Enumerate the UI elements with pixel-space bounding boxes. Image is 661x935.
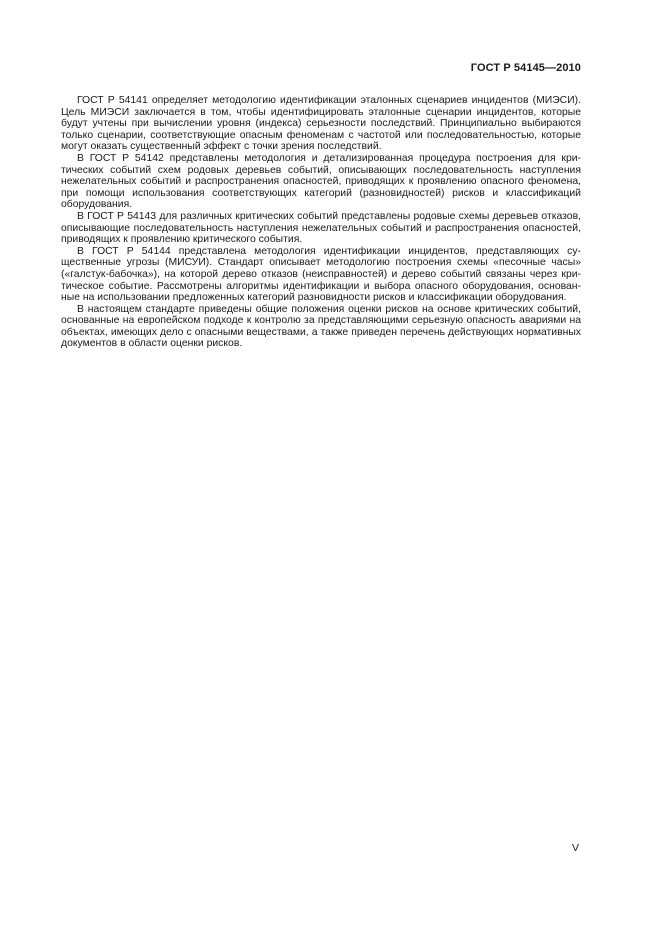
body-text [61,95,581,350]
page-number: V [571,842,579,854]
paragraph: ГОСТ Р 54141 определяет методологию идентификации эталонных сценариев инцидентов (МИЭСИ). Цель МИЭСИ заключается в том, чтобы идентифицировать эталонные сценарии инцидентов, которые будут учтены при вычислении уровня (индекса) серьезности последствий. Принципиально выбираются только сценарии, соответствующие опасным феноменам с частотой или последовательностью, которые могут оказать существенный эффект с точки зрения последствий. [61,95,581,153]
standard-id: ГОСТ Р 54145—2010 [470,62,581,74]
paragraph: В ГОСТ Р 54142 представлены методология и детализированная процедура построения для критических событий схем родовых деревьев событий, описывающих последовательность наступления нежелательных событий и распространения опасностей, приводящих к проявлению опасного феномена, при помощи использования соответствующих категорий (разновидностей) рисков и классификаций оборудования. [61,152,581,211]
paragraph: В ГОСТ Р 54144 представлена методология идентификации инцидентов, представляющих существенные угрозы (МИСУИ). Стандарт описывает методологию построения схемы «песочные часы» («галстук-бабочка»), на которой дерево отказов (неисправностей) и дерево событий связаны через критическое событие. Рассмотрены алгоритмы идентификации и выбора опасного оборудования, основанные на использовании предложенных категорий разновидности рисков и классификации оборудования. [61,245,581,304]
paragraph: В ГОСТ Р 54143 для различных критических событий представлены родовые схемы деревьев отказов, описывающие последовательность наступления нежелательных событий и распространения опасностей, приводящих к проявлению критического события. [61,210,581,246]
document-header [471,62,581,74]
paragraph: В настоящем стандарте приведены общие положения оценки рисков на основе критических событий, основанные на европейском подходе к контролю за представляющими серьезную опасность авариями на объектах, имеющих дело с опасными веществами, а также приведен перечень действующих нормативных документов в области оценки рисков. [61,303,581,350]
